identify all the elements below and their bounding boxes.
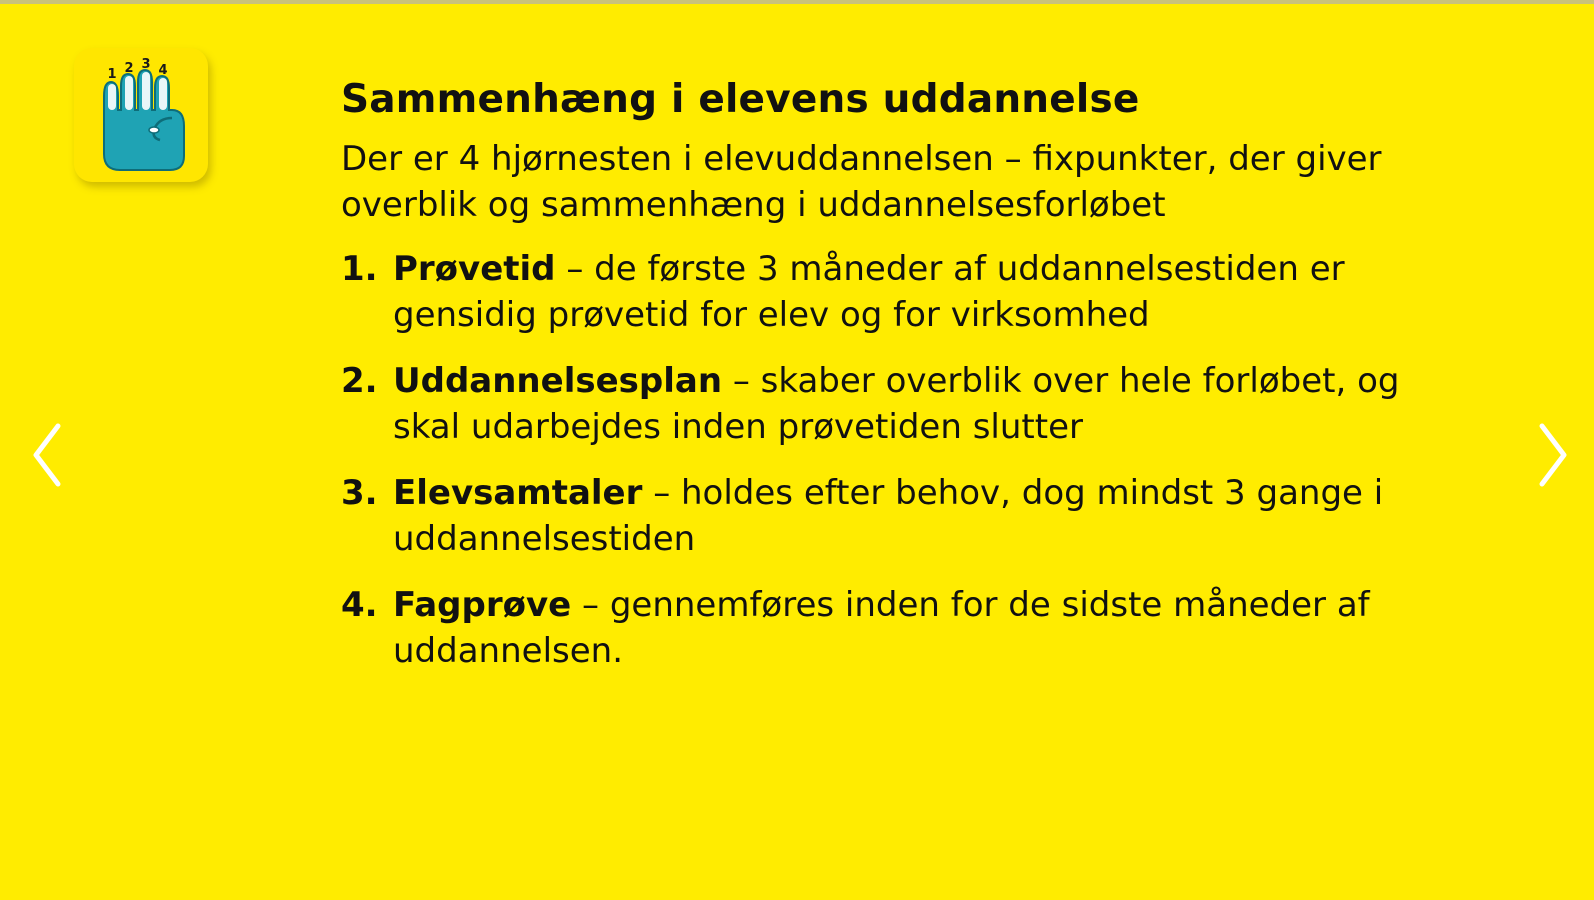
previous-slide-button[interactable] — [28, 420, 68, 490]
cornerstone-list — [341, 246, 1441, 674]
item-term: Fagprøve — [393, 585, 572, 625]
slide-intro: Der er 4 hjørnesten i elevuddannelsen – fixpunkter, der giver overblik og sammenhæng i uddannelsesforløbet — [341, 139, 1382, 225]
finger-label-3: 3 — [141, 57, 151, 72]
item-number: 3. — [341, 473, 378, 513]
item-term: Uddannelsesplan — [393, 361, 723, 401]
item-number: 4. — [341, 585, 378, 625]
item-number: 1. — [341, 249, 378, 289]
top-border — [0, 0, 1594, 4]
list-item — [341, 582, 1441, 674]
item-description: – gennemføres inden for de sidste måneder af uddannelsen. — [393, 585, 1370, 671]
finger-label-4: 4 — [158, 63, 168, 78]
item-number: 2. — [341, 361, 378, 401]
finger-label-1: 1 — [107, 67, 117, 82]
list-item — [341, 358, 1441, 450]
slide-title: Sammenhæng i elevens uddannelse — [341, 77, 1140, 122]
chevron-right-icon — [1532, 420, 1572, 490]
slide-content — [341, 72, 1441, 694]
chevron-left-icon — [28, 420, 68, 490]
item-description: – de første 3 måneder af uddannelsestiden er gensidig prøvetid for elev og for virksomhed — [393, 249, 1345, 335]
app-icon[interactable] — [74, 48, 208, 182]
item-term: Elevsamtaler — [393, 473, 643, 513]
list-item — [341, 246, 1441, 338]
item-description: – skaber overblik over hele forløbet, og skal udarbejdes inden prøvetiden slutter — [393, 361, 1400, 447]
next-slide-button[interactable] — [1532, 420, 1572, 490]
hand-1234-icon — [74, 48, 208, 182]
finger-label-2: 2 — [124, 61, 134, 76]
item-term: Prøvetid — [393, 249, 556, 289]
item-description: – holdes efter behov, dog mindst 3 gange i uddannelsestiden — [393, 473, 1384, 559]
list-item — [341, 470, 1441, 562]
